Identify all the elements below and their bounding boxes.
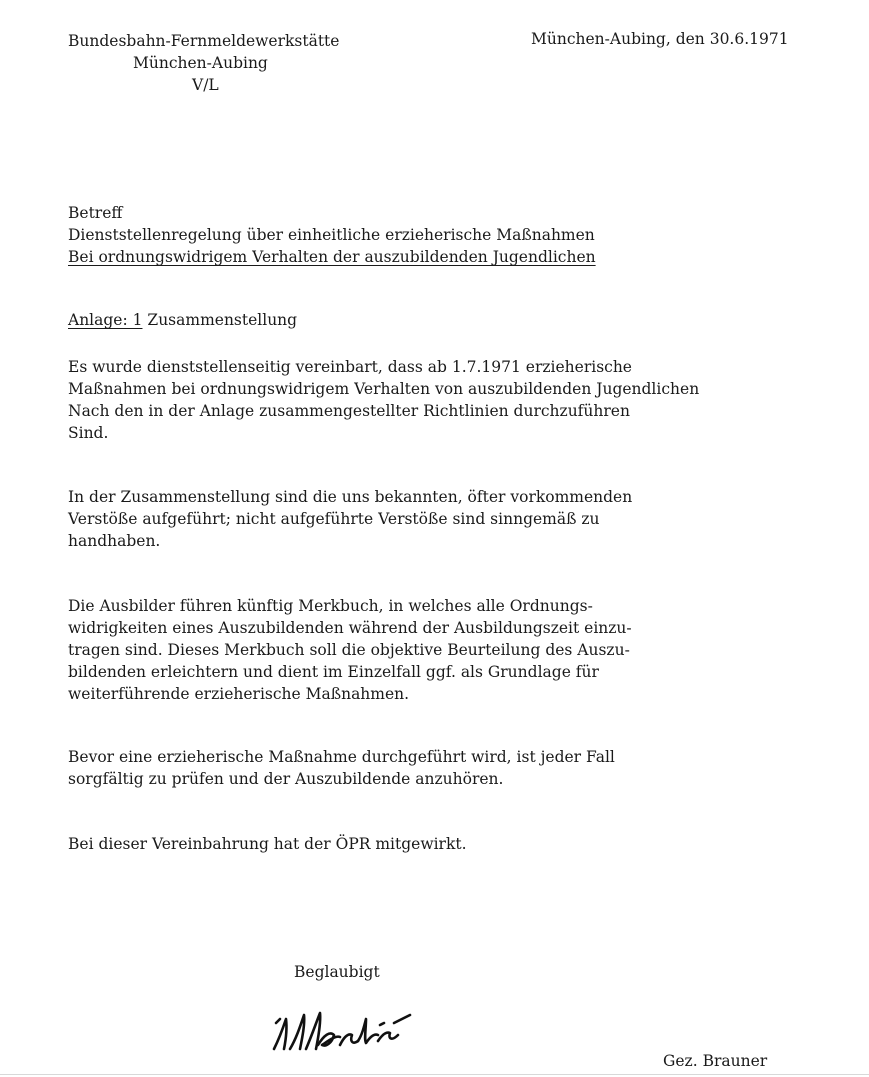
attachment-label: Anlage: 1	[68, 311, 143, 329]
paragraph-line: Nach den in der Anlage zusammengestellter Richtlinien durchzuführen	[68, 402, 630, 420]
subject-line-1: Dienststellenregelung über einheitliche erzieherische Maßnahmen	[68, 226, 595, 244]
paragraph-line: tragen sind. Dieses Merkbuch soll die objektive Beurteilung des Auszu-	[68, 641, 630, 659]
paragraph-line: Sind.	[68, 424, 109, 442]
paragraph-line: handhaben.	[68, 532, 161, 550]
paragraph-council	[68, 833, 467, 855]
sender-line-organization: Bundesbahn-Fernmeldewerkstätte	[68, 32, 340, 50]
sender-line-reference: V/L	[192, 76, 219, 94]
paragraph-line: weiterführende erzieherische Maßnahmen.	[68, 685, 410, 703]
paragraph-line: Die Ausbilder führen künftig Merkbuch, in welches alle Ordnungs-	[68, 597, 593, 615]
handwritten-signature	[268, 1005, 418, 1059]
paragraph-line: Bevor eine erzieherische Maßnahme durchgeführt wird, ist jeder Fall	[68, 748, 615, 766]
paragraph-line: widrigkeiten eines Auszubildenden während der Ausbildungszeit einzu-	[68, 619, 632, 637]
paragraph-line: Bei dieser Vereinbahrung hat der ÖPR mitgewirkt.	[68, 835, 467, 853]
sender-block	[68, 30, 339, 96]
page-bottom-edge	[0, 1074, 869, 1075]
signature-stroke	[268, 1005, 418, 1055]
paragraph-agreement	[68, 356, 699, 444]
paragraph-line: bildenden erleichtern und dient im Einzelfall ggf. als Grundlage für	[68, 663, 599, 681]
subject-line-2: Bei ordnungswidrigem Verhalten der auszubildenden Jugendlichen	[68, 248, 596, 266]
subject-label: Betreff	[68, 204, 123, 222]
paragraph-notebook	[68, 595, 632, 705]
paragraph-line: sorgfältig zu prüfen und der Auszubildende anzuhören.	[68, 770, 504, 788]
sender-line-location: München-Aubing	[133, 54, 268, 72]
attachment-text: Zusammenstellung	[147, 311, 298, 329]
signed-by: Gez. Brauner	[663, 1052, 768, 1070]
subject-block	[68, 202, 596, 268]
paragraph-review	[68, 746, 615, 790]
paragraph-line: Es wurde dienststellenseitig vereinbart, dass ab 1.7.1971 erzieherische	[68, 358, 632, 376]
paragraph-line: Verstöße aufgeführt; nicht aufgeführte Verstöße sind sinngemäß zu	[68, 510, 600, 528]
paragraph-line: Maßnahmen bei ordnungswidrigem Verhalten von auszubildenden Jugendlichen	[68, 380, 700, 398]
paragraph-violations	[68, 486, 632, 552]
attachment-line	[68, 311, 297, 329]
paragraph-line: In der Zusammenstellung sind die uns bekannten, öfter vorkommenden	[68, 488, 633, 506]
certified-label: Beglaubigt	[294, 963, 380, 981]
place-date: München-Aubing, den 30.6.1971	[531, 30, 789, 48]
